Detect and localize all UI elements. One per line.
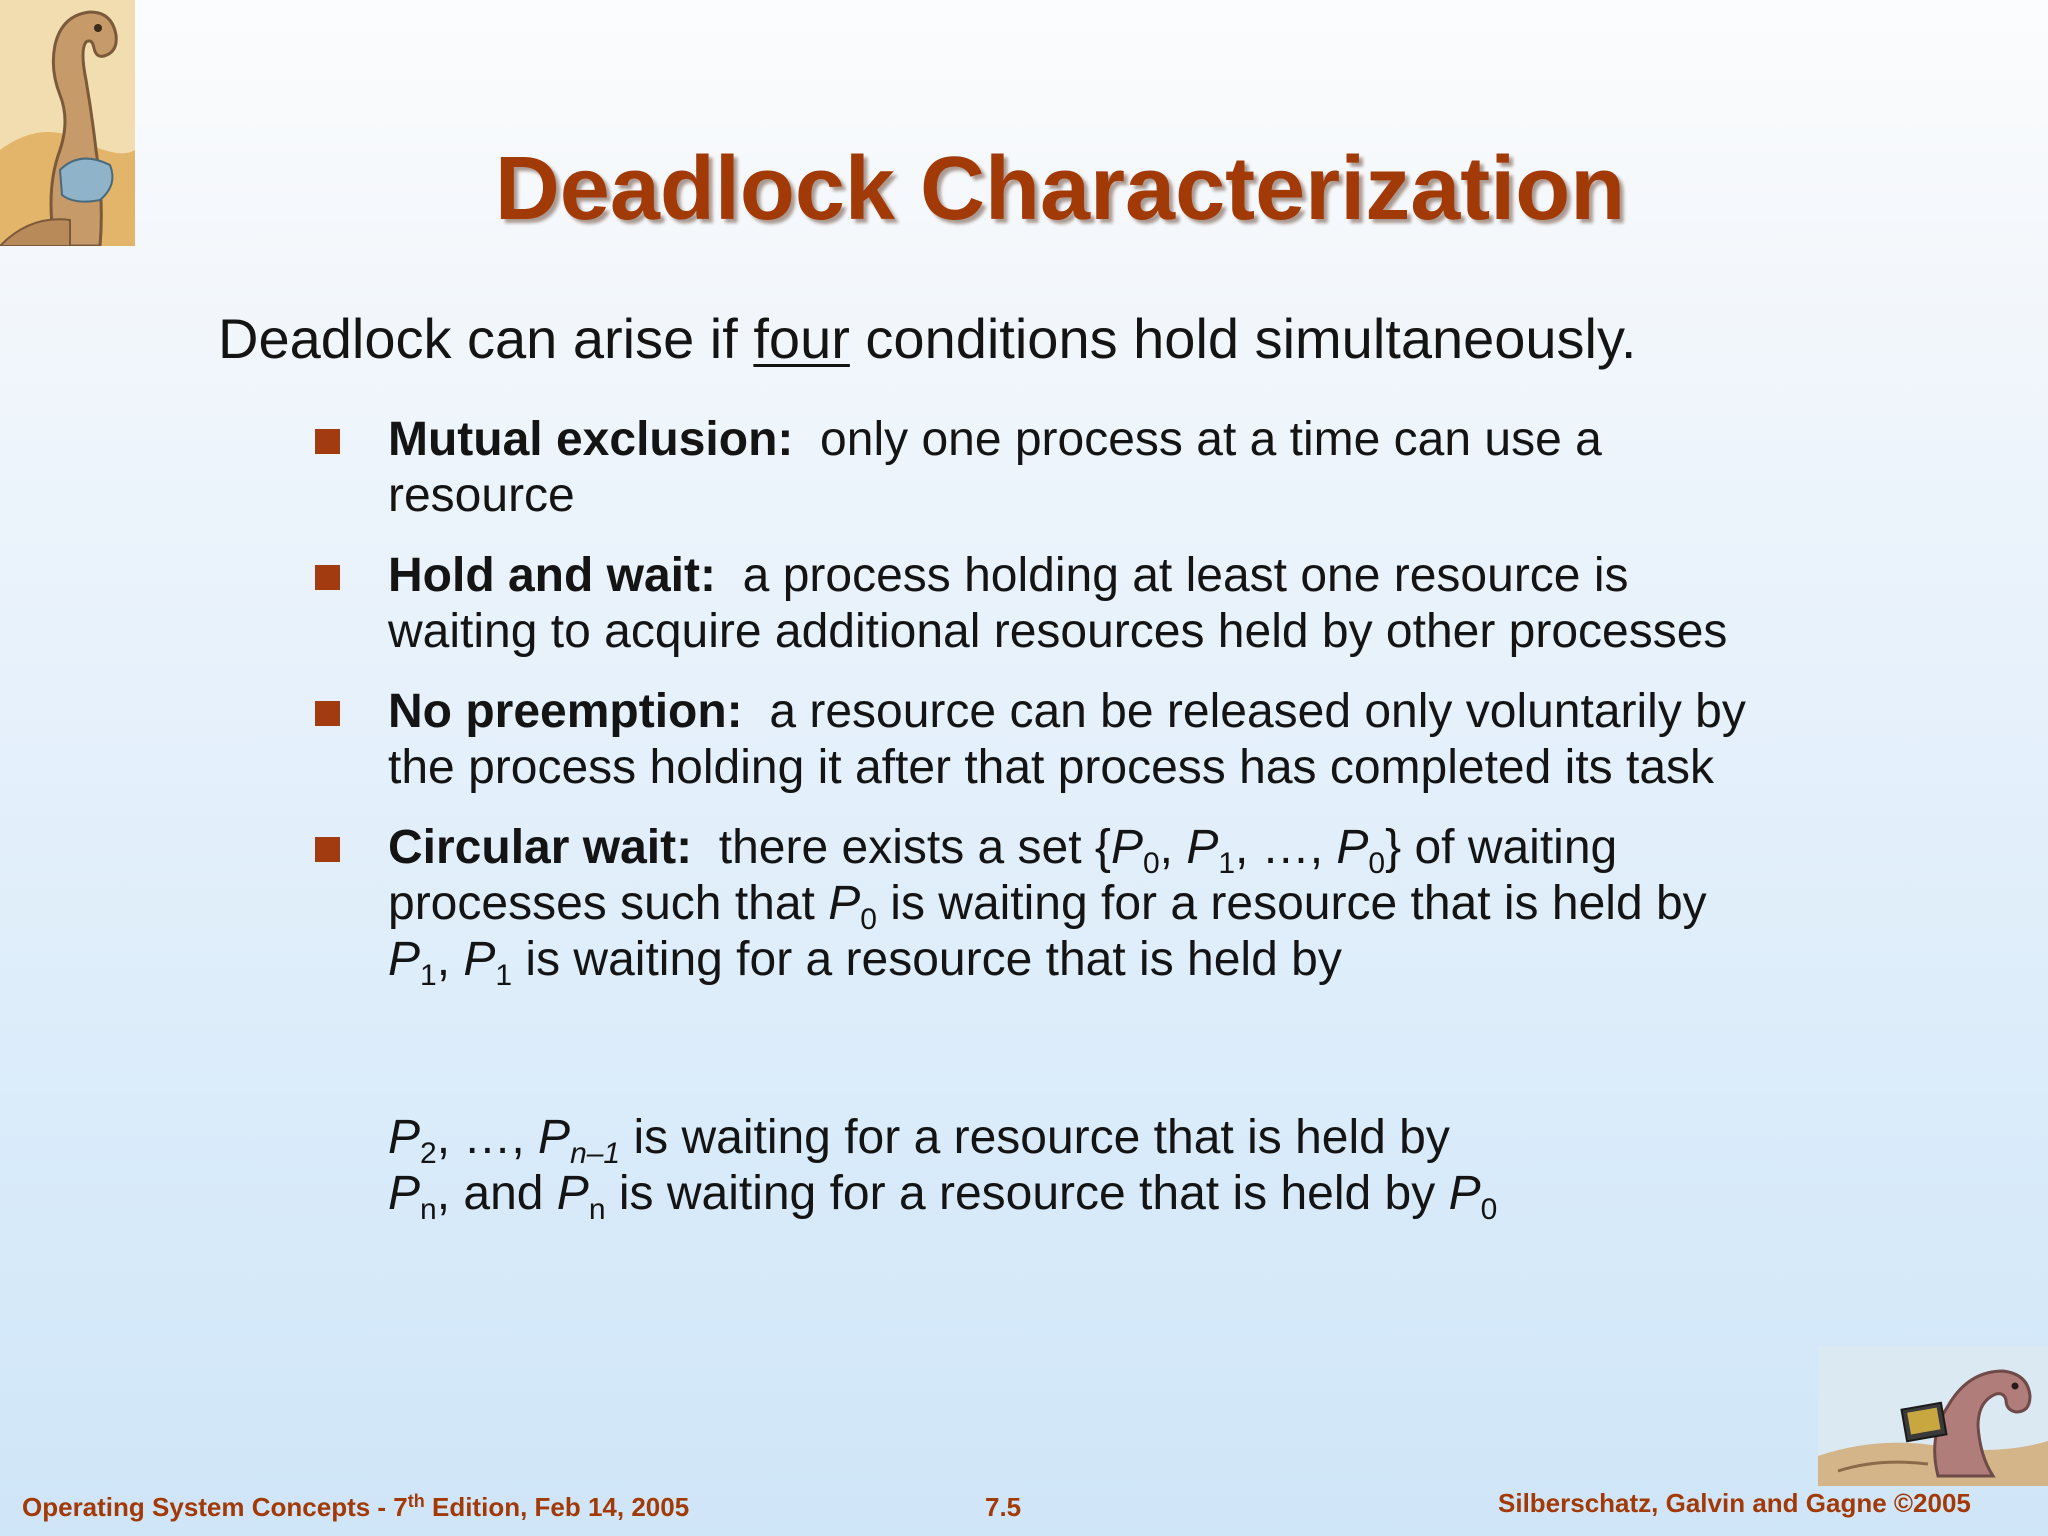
bullet-text: only one process at a time can use a resource xyxy=(388,413,1602,522)
subscript: 0 xyxy=(860,903,877,936)
process-symbol: P xyxy=(388,933,421,986)
continuation-line-2 xyxy=(388,1166,1688,1226)
bullet-text: , …, xyxy=(1235,821,1337,874)
bullet-text: , xyxy=(1159,821,1187,874)
bullet-text: is waiting for a resource that is held by xyxy=(876,877,1707,930)
intro-sentence xyxy=(218,306,1636,372)
bullet-square-icon xyxy=(315,837,340,862)
bullet-term: Hold and wait: xyxy=(388,549,716,602)
bullet-text: a process holding at least one resource is waiting to acquire additional resources held by other processes xyxy=(388,549,1728,658)
process-symbol: P xyxy=(538,1111,571,1164)
bullet-term: Mutual exclusion: xyxy=(388,413,794,466)
process-symbol: P xyxy=(556,1167,589,1220)
bullet-text: } of waiting processes such that xyxy=(388,821,1618,930)
process-symbol: P xyxy=(463,933,496,986)
intro-text-before: Deadlock can arise if xyxy=(218,307,754,370)
list-item-mutual-exclusion xyxy=(312,412,1752,524)
footer-text: Edition, Feb 14, 2005 xyxy=(424,1492,690,1522)
dinosaur-laptop-icon xyxy=(1818,1346,2048,1486)
process-symbol: P xyxy=(388,1167,421,1220)
subscript: 1 xyxy=(495,959,513,992)
bullet-text: a resource can be released only voluntarily by the process holding it after that process has completed its task xyxy=(388,685,1746,794)
subscript-n-minus-1: n–1 xyxy=(570,1137,621,1170)
footer-text: Operating System Concepts - 7 xyxy=(22,1492,408,1522)
subscript: n xyxy=(588,1193,606,1226)
slide-title: Deadlock Characterization xyxy=(494,139,1626,240)
intro-underlined-word: four xyxy=(753,307,850,370)
footer-copyright: Silberschatz, Galvin and Gagne ©2005 xyxy=(1498,1488,1971,1518)
continuation-text: , …, xyxy=(436,1111,539,1164)
subscript: n xyxy=(420,1193,437,1226)
footer-slide-number: 7.5 xyxy=(985,1492,1022,1522)
continuation-text: is waiting for a resource that is held by xyxy=(620,1111,1450,1164)
bullet-term: No preemption: xyxy=(388,685,743,738)
subscript: 1 xyxy=(420,959,437,992)
process-symbol: P xyxy=(1448,1167,1481,1220)
continuation-line-1 xyxy=(388,1110,1688,1170)
bullet-term: Circular wait: xyxy=(388,821,693,874)
bullet-text: there exists a set { xyxy=(718,821,1111,874)
intro-text-after: conditions hold simultaneously. xyxy=(849,307,1637,370)
process-symbol: P xyxy=(1336,821,1369,874)
process-symbol: P xyxy=(388,1111,421,1164)
subscript: 1 xyxy=(1218,847,1236,880)
subscript: 2 xyxy=(420,1137,437,1170)
conditions-list xyxy=(312,412,1752,1012)
bullet-square-icon xyxy=(315,565,340,590)
continuation-text: , and xyxy=(436,1167,557,1220)
bullet-square-icon xyxy=(315,429,340,454)
subscript: 0 xyxy=(1142,847,1160,880)
process-symbol: P xyxy=(1110,821,1143,874)
subscript: 0 xyxy=(1368,847,1386,880)
process-symbol: P xyxy=(828,877,861,930)
list-item-no-preemption xyxy=(312,684,1752,796)
bullet-square-icon xyxy=(315,701,340,726)
list-item-circular-wait xyxy=(312,820,1752,992)
bullet-text: is waiting for a resource that is held by xyxy=(512,933,1342,986)
bullet-text: , xyxy=(436,933,464,986)
footer-superscript: th xyxy=(407,1491,425,1511)
continuation-text: is waiting for a resource that is held by xyxy=(605,1167,1449,1220)
circular-wait-continuation xyxy=(388,1110,1688,1226)
process-symbol: P xyxy=(1186,821,1219,874)
footer-book-edition xyxy=(22,1492,689,1523)
list-item-hold-and-wait xyxy=(312,548,1752,660)
subscript: 0 xyxy=(1480,1193,1498,1226)
